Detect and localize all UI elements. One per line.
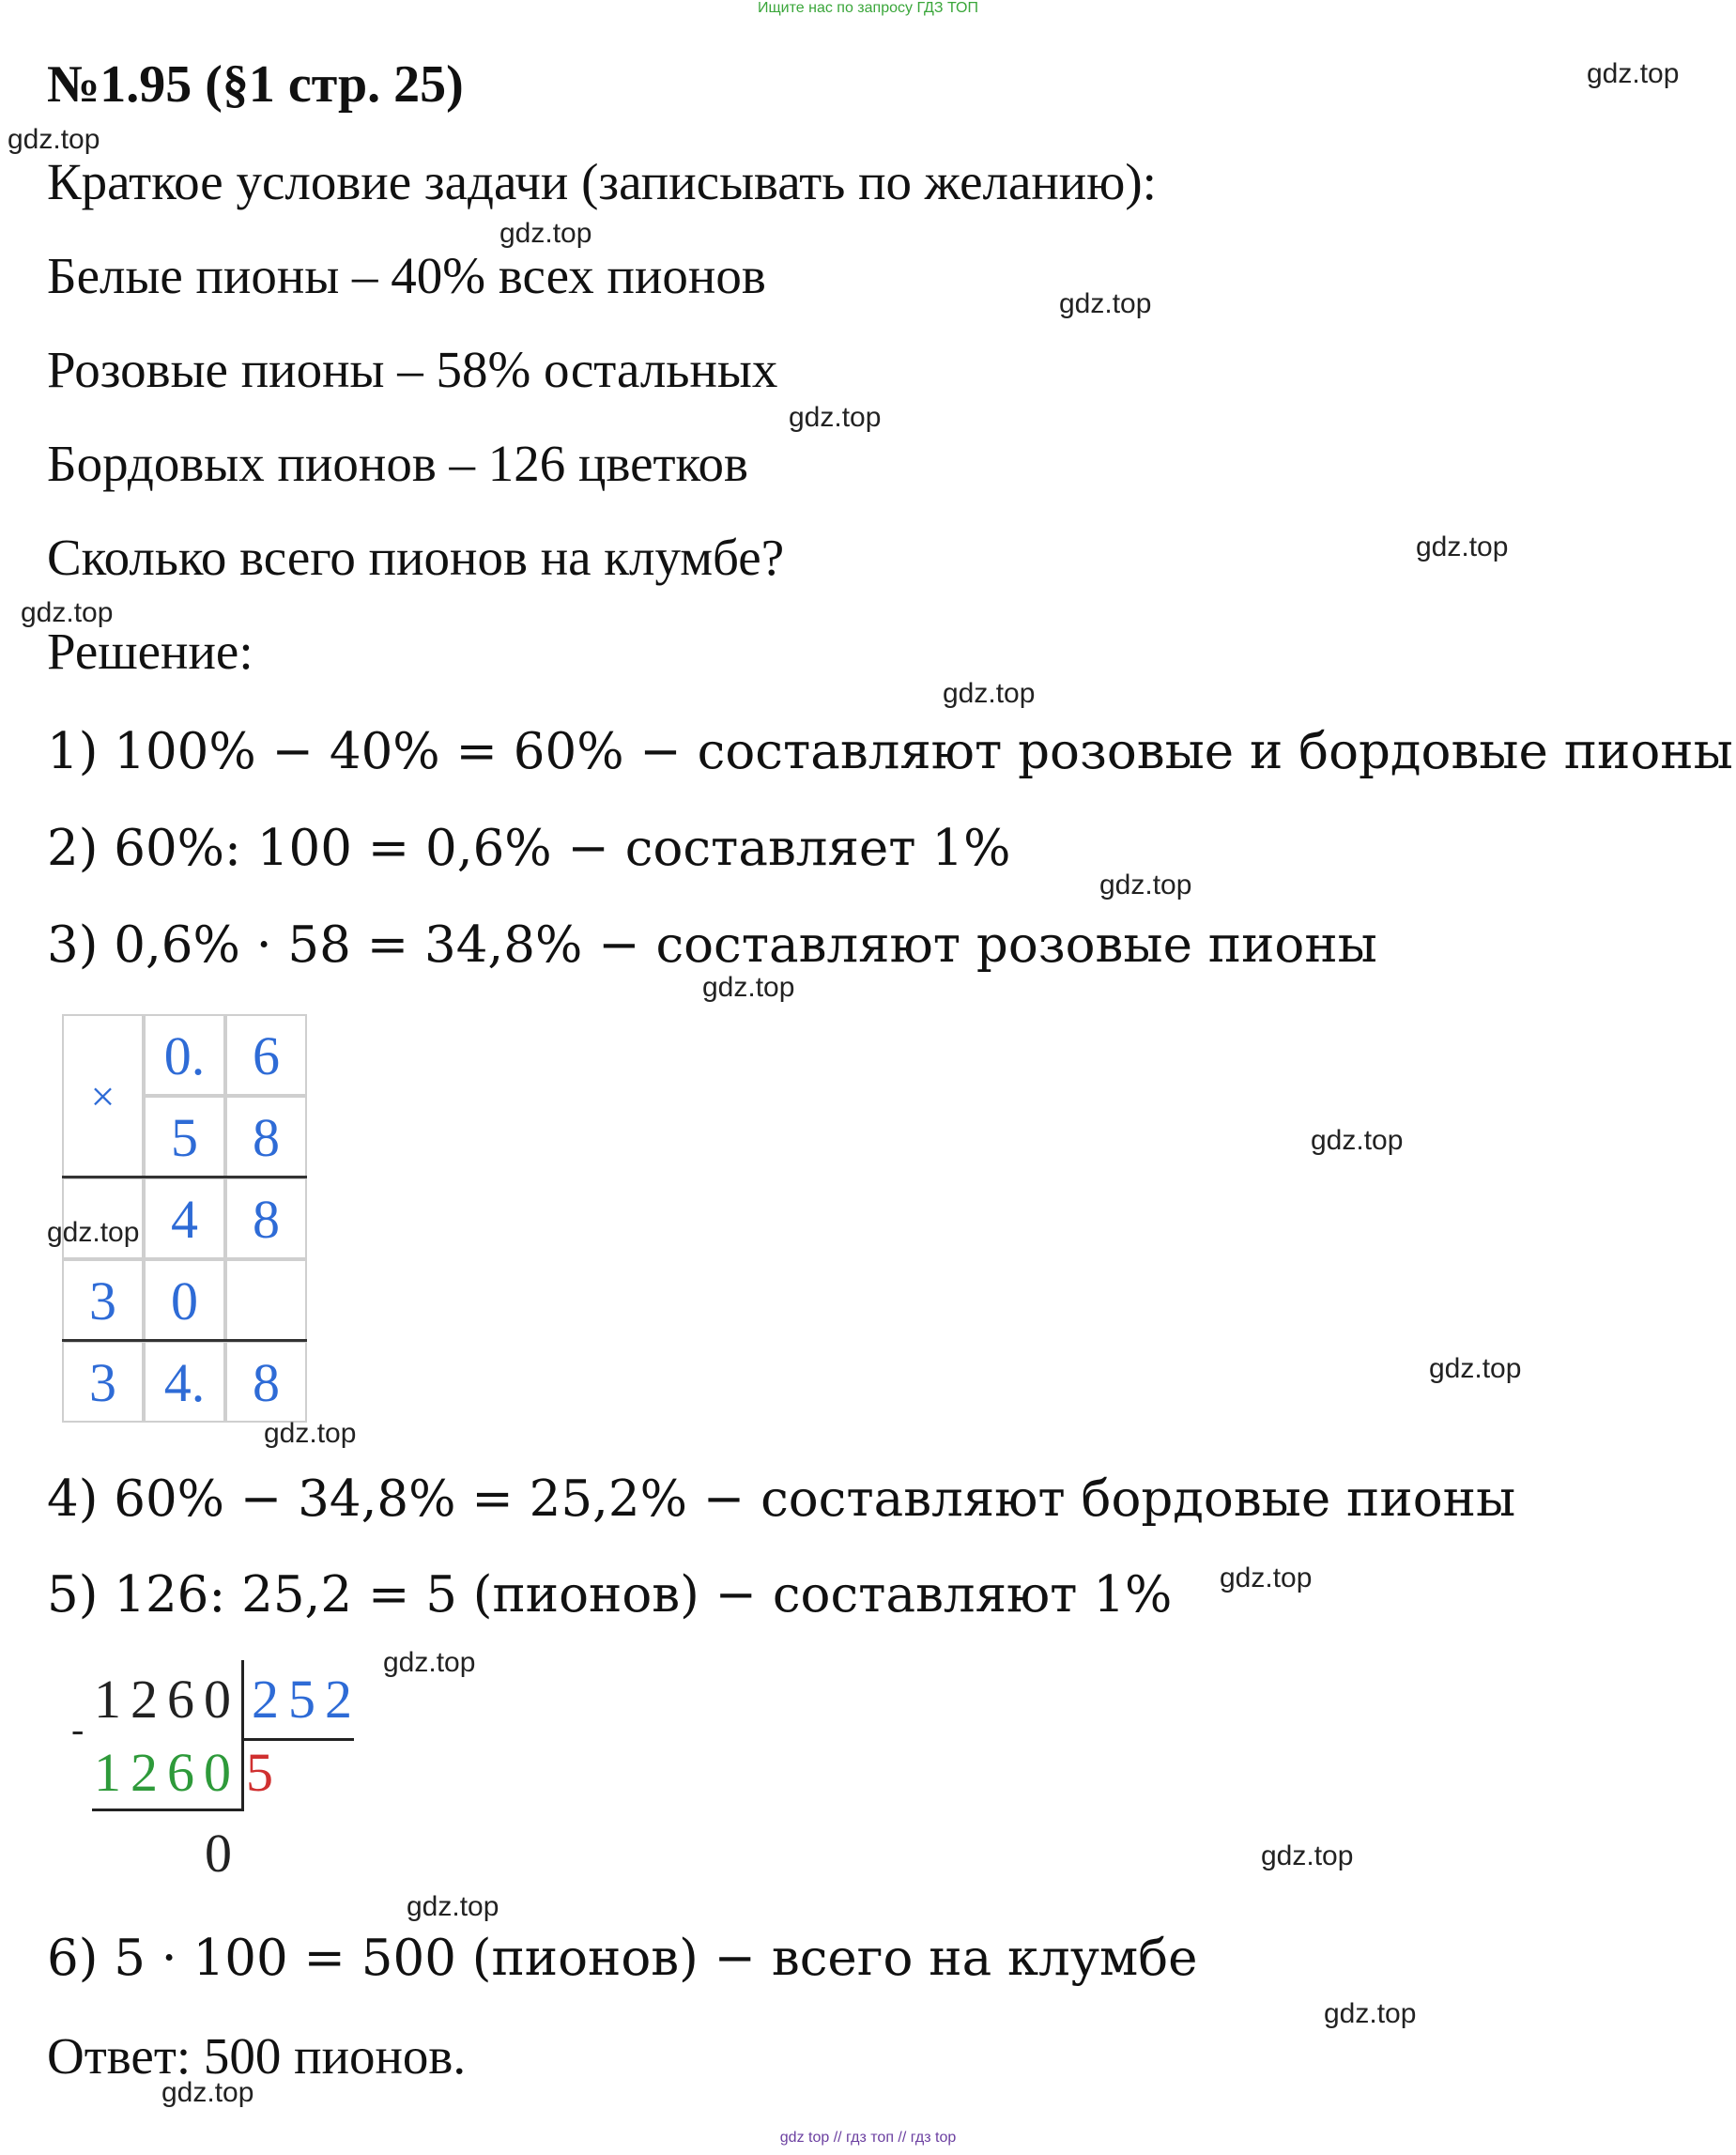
grid-cell: 0 (144, 1259, 225, 1341)
watermark: gdz.top (1220, 1562, 1313, 1593)
division-vertical-bar (241, 1660, 244, 1810)
condition-line-burgundy: Бордовых пионов – 126 цветков (47, 435, 748, 492)
condition-heading: Краткое условие задачи (записывать по желанию): (47, 153, 1157, 210)
grid-cell: 3 (62, 1341, 144, 1423)
grid-cell: 5 (144, 1096, 225, 1178)
solution-step-5: 5) 126: 25,2 = 5 (пионов) − составляют 1% (47, 1566, 1173, 1624)
watermark: gdz.top (1587, 58, 1680, 89)
watermark: gdz.top (161, 2077, 254, 2108)
watermark: gdz.top (1416, 531, 1509, 562)
watermark: gdz.top (383, 1647, 476, 1678)
grid-cell: 3 (62, 1259, 144, 1341)
solution-step-2: 2) 60%: 100 = 0,6% − составляет 1% (47, 820, 1011, 877)
grid-cell: 8 (225, 1096, 307, 1178)
watermark: gdz.top (789, 402, 882, 433)
remainder: 0 (205, 1823, 241, 1884)
solution-heading: Решение: (47, 623, 253, 680)
answer: Ответ: 500 пионов. (47, 2027, 467, 2085)
division-result-line (92, 1809, 244, 1811)
watermark: gdz.top (407, 1891, 499, 1922)
watermark: gdz.top (1099, 870, 1192, 900)
solution-step-1: 1) 100% − 40% = 60% − составляют розовые и бордовые пионы (47, 723, 1733, 780)
solution-step-6: 6) 5 · 100 = 500 (пионов) − всего на клумбе (47, 1930, 1198, 1987)
watermark: gdz.top (702, 972, 795, 1003)
watermark: gdz.top (1311, 1125, 1404, 1156)
solution-step-3: 3) 0,6% · 58 = 34,8% − составляют розовые пионы (47, 916, 1377, 974)
watermark: gdz.top (1324, 1998, 1417, 2029)
footer-text: gdz top // гдз топ // гдз top (779, 2130, 957, 2146)
watermark: gdz.top (8, 124, 100, 155)
grid-cell: 8 (225, 1178, 307, 1259)
subtrahend: 1260 (94, 1742, 240, 1803)
division-divisor-line (241, 1738, 354, 1741)
divisor: 252 (252, 1669, 361, 1730)
condition-line-white: Белые пионы – 40% всех пионов (47, 247, 766, 304)
top-banner: Ищите нас по запросу ГДЗ ТОП (758, 0, 978, 16)
grid-cell: 6 (225, 1014, 307, 1096)
condition-line-pink: Розовые пионы – 58% остальных (47, 341, 778, 398)
watermark: gdz.top (1059, 288, 1152, 319)
page-title: №1.95 (§1 стр. 25) (47, 55, 464, 114)
multiply-sign: × (62, 1014, 144, 1178)
grid-cell: 4 (144, 1178, 225, 1259)
quotient: 5 (246, 1742, 283, 1803)
grid-cell (225, 1259, 307, 1341)
grid-cell: 0. (144, 1014, 225, 1096)
minus-sign: - (71, 1708, 94, 1750)
solution-step-4: 4) 60% − 34,8% = 25,2% − составляют бордовые пионы (47, 1470, 1516, 1528)
watermark: gdz.top (499, 218, 592, 249)
dividend: 1260 (94, 1669, 240, 1730)
grid-cell: 4. (144, 1341, 225, 1423)
watermark: gdz.top (943, 678, 1036, 709)
condition-question: Сколько всего пионов на клумбе? (47, 529, 785, 586)
grid-divider-line (62, 1339, 307, 1342)
watermark: gdz.top (264, 1418, 357, 1449)
watermark: gdz.top (1429, 1353, 1522, 1384)
watermark: gdz.top (47, 1217, 140, 1248)
watermark: gdz.top (1261, 1840, 1354, 1871)
watermark: gdz.top (21, 597, 114, 628)
grid-cell: 8 (225, 1341, 307, 1423)
grid-divider-line (62, 1176, 307, 1178)
